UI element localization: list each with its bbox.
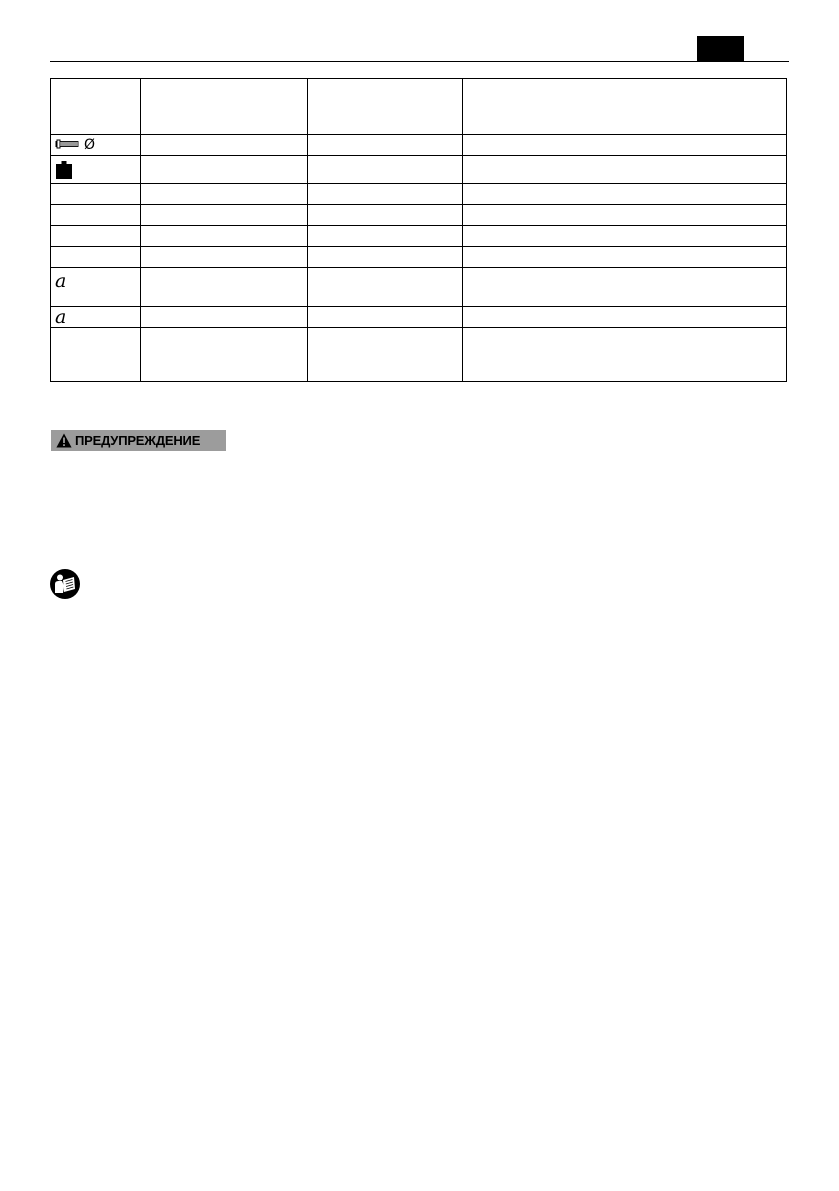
table-row [51,156,787,184]
table-row [51,226,787,247]
table-cell [308,268,462,307]
table-header-row [51,79,787,135]
warning-label: ПРЕДУПРЕЖДЕНИЕ [75,433,201,448]
header-rule [50,61,789,62]
table-cell [308,328,462,382]
read-manual-icon [50,569,80,599]
table-row [51,247,787,268]
weight-icon [55,161,73,182]
table-cell [51,226,141,247]
table-cell [141,226,308,247]
table-cell [308,307,462,328]
table-cell [141,307,308,328]
table-cell [462,268,786,307]
vibration-acceleration-icon: a [55,305,67,328]
table-cell [141,135,308,156]
table-cell [51,328,141,382]
table-cell [462,328,786,382]
table-cell [462,135,786,156]
table-cell [308,135,462,156]
table-row [51,307,787,328]
table-cell [141,184,308,205]
table-header-cell [141,79,308,135]
table-cell [51,247,141,268]
table-cell [141,156,308,184]
table-cell [462,205,786,226]
table-cell [462,156,786,184]
screw-diameter-icon [55,139,79,152]
table-header-cell [51,79,141,135]
table-cell [141,268,308,307]
table-cell [51,307,141,328]
language-tab [697,36,744,61]
warning-badge [51,430,226,451]
table-cell [51,156,141,184]
table-row [51,184,787,205]
table-cell [141,205,308,226]
table-cell [141,247,308,268]
table-row [51,135,787,156]
warning-triangle-icon [56,433,72,448]
diameter-symbol: Ø [84,137,96,153]
specifications-table [50,78,787,382]
table-cell [308,226,462,247]
table-row [51,205,787,226]
table-cell [51,184,141,205]
table-cell [308,247,462,268]
table-cell [462,247,786,268]
table-cell [308,156,462,184]
table-row [51,268,787,307]
vibration-acceleration-icon: a [55,269,67,292]
table-cell [308,205,462,226]
table-cell [51,268,141,307]
table-cell [462,226,786,247]
table-cell [308,184,462,205]
table-header-cell [462,79,786,135]
table-row [51,328,787,382]
table-header-cell [308,79,462,135]
table-cell [51,135,141,156]
table-cell [141,328,308,382]
table-cell [462,307,786,328]
table-cell [51,205,141,226]
table-cell [462,184,786,205]
